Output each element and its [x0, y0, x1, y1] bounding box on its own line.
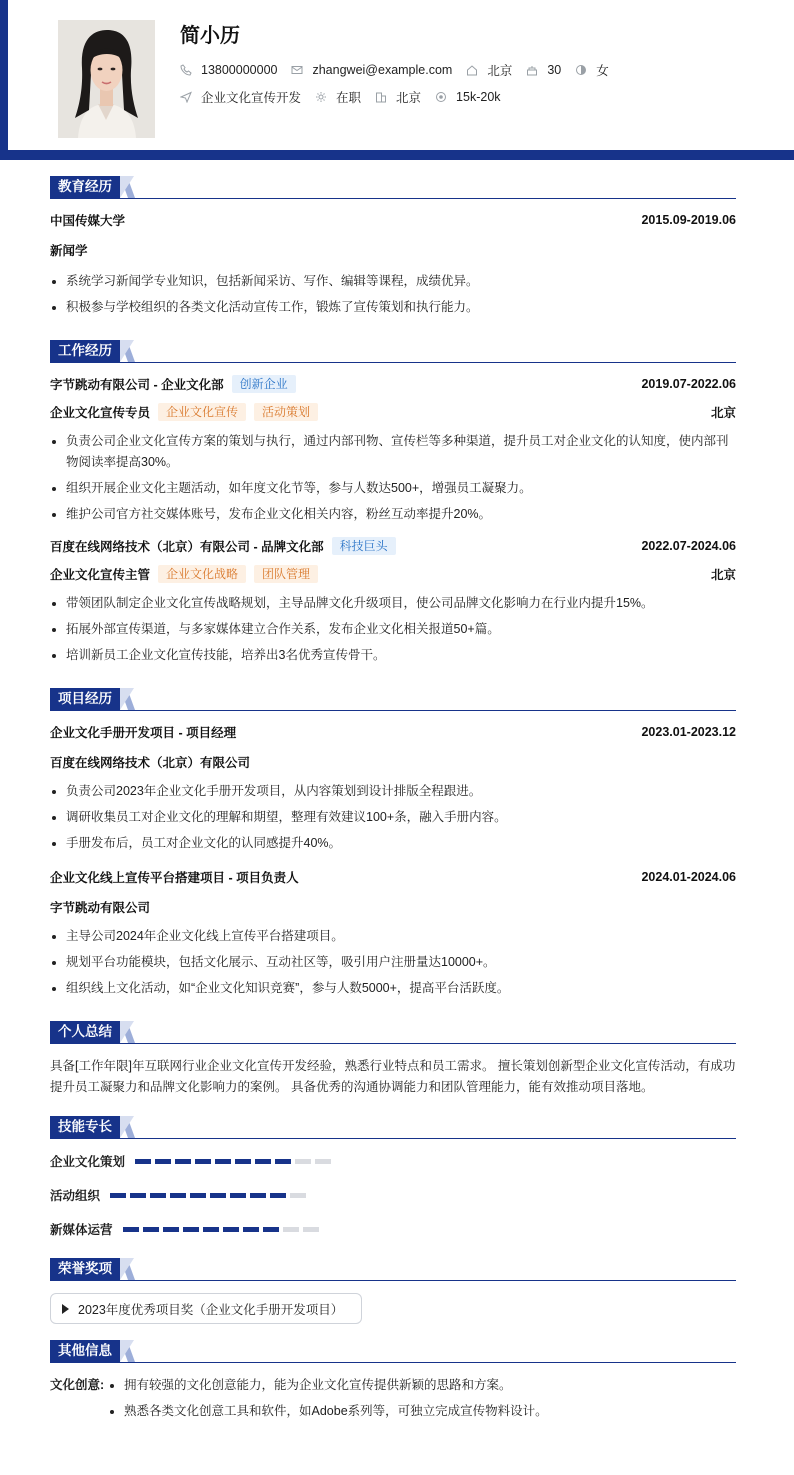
skills-title: 技能专长 — [50, 1116, 120, 1138]
intention-row — [180, 88, 515, 106]
skill-segment-filled — [143, 1227, 159, 1232]
skill-segment-filled — [215, 1159, 231, 1164]
email-item — [291, 63, 452, 77]
skills-section-header — [50, 1116, 736, 1139]
work-section-header — [50, 340, 736, 363]
coin-icon — [435, 91, 447, 103]
summary-title: 个人总结 — [50, 1021, 120, 1043]
project-date: 2024.01-2024.06 — [641, 870, 736, 884]
other-section-header — [50, 1340, 736, 1363]
school-name: 中国传媒大学 — [50, 214, 126, 228]
skill-segment-filled — [130, 1193, 146, 1198]
location-item — [466, 61, 512, 79]
candidate-name: 简小历 — [180, 25, 240, 47]
status-item — [315, 88, 361, 106]
list-item: 规划平台功能模块，包括文化展示、互动社区等，吸引用户注册量达10000+。 — [50, 952, 736, 973]
project-org: 百度在线网络技术（北京）有限公司 — [50, 756, 251, 770]
skill-segment-filled — [110, 1193, 126, 1198]
work-title: 工作经历 — [50, 340, 120, 362]
resume-content — [50, 176, 736, 1427]
building-icon — [375, 91, 387, 103]
education-date: 2015.09-2019.06 — [641, 213, 736, 227]
other-title: 其他信息 — [50, 1340, 120, 1362]
list-item: 系统学习新闻学专业知识，包括新闻采访、写作、编辑等课程，成绩优异。 — [50, 271, 736, 292]
company-tag: 创新企业 — [232, 375, 296, 393]
education-school-line — [50, 211, 736, 229]
project-name: 企业文化手册开发项目 - 项目经理 — [50, 726, 237, 740]
skill-item — [50, 1185, 399, 1205]
work-company-line — [50, 537, 736, 555]
gear-icon — [315, 91, 327, 103]
intention-text: 企业文化宣传开发 — [201, 91, 302, 105]
list-item: 手册发布后，员工对企业文化的认同感提升40%。 — [50, 833, 736, 854]
list-item: 维护公司官方社交媒体账号，发布企业文化相关内容，粉丝互动率提升20%。 — [50, 504, 736, 525]
portrait-image — [58, 20, 155, 138]
skill-level-bar — [110, 1193, 310, 1198]
project-bullets — [50, 781, 736, 854]
role-tag: 团队管理 — [254, 565, 318, 583]
skill-segment-filled — [163, 1227, 179, 1232]
role-tag: 企业文化战略 — [158, 565, 246, 583]
mail-icon — [291, 64, 303, 76]
project-org: 字节跳动有限公司 — [50, 901, 151, 915]
other-label: 文化创意: — [50, 1378, 105, 1392]
role-tag: 企业文化宣传 — [158, 403, 246, 421]
company-name: 字节跳动有限公司 - 企业文化部 — [50, 378, 224, 392]
contact-row — [180, 61, 623, 79]
intention-item — [180, 88, 301, 106]
salary-item — [435, 90, 500, 104]
skill-segment-filled — [195, 1159, 211, 1164]
project-title-line — [50, 868, 736, 886]
skill-segment-empty — [290, 1193, 306, 1198]
skill-segment-filled — [155, 1159, 171, 1164]
list-item: 积极参与学校组织的各类文化活动宣传工作，锻炼了宣传策划和执行能力。 — [50, 297, 736, 318]
play-triangle-icon — [62, 1304, 69, 1314]
skill-segment-filled — [255, 1159, 271, 1164]
skill-level-bar — [135, 1159, 335, 1164]
list-item: 负责公司2023年企业文化手册开发项目，从内容策划到设计排版全程跟进。 — [50, 781, 736, 802]
work-date: 2022.07-2024.06 — [641, 539, 736, 553]
skill-name: 企业文化策划 — [50, 1155, 126, 1169]
skill-segment-filled — [183, 1227, 199, 1232]
awards-section-header — [50, 1258, 736, 1281]
company-tag: 科技巨头 — [332, 537, 396, 555]
skill-segment-filled — [175, 1159, 191, 1164]
education-bullets — [50, 271, 736, 318]
award-item[interactable] — [50, 1293, 362, 1324]
age-text: 30 — [547, 63, 562, 77]
city-text: 北京 — [396, 91, 422, 105]
skill-segment-filled — [223, 1227, 239, 1232]
skill-name: 活动组织 — [50, 1189, 101, 1203]
list-item: 拓展外部宣传渠道，与多家媒体建立合作关系，发布企业文化相关报道50+篇。 — [50, 619, 736, 640]
list-item: 组织线上文化活动，如“企业文化知识竞赛”，参与人数5000+，提高平台活跃度。 — [50, 978, 736, 999]
skills-list — [50, 1151, 736, 1253]
skill-segment-filled — [243, 1227, 259, 1232]
project-title: 项目经历 — [50, 688, 120, 710]
status-text: 在职 — [336, 91, 362, 105]
home-icon — [466, 64, 478, 76]
skill-segment-filled — [275, 1159, 291, 1164]
location-text: 北京 — [487, 64, 513, 78]
major-name: 新闻学 — [50, 244, 88, 258]
gender-icon — [575, 64, 587, 76]
list-item: 熟悉各类文化创意工具和软件，如Adobe系列等，可独立完成宣传物料设计。 — [108, 1401, 548, 1422]
list-item: 培训新员工企业文化宣传技能，培养出3名优秀宣传骨干。 — [50, 645, 736, 666]
skill-segment-filled — [170, 1193, 186, 1198]
work-bullets — [50, 431, 736, 525]
project-org-line — [50, 753, 736, 771]
skill-segment-filled — [250, 1193, 266, 1198]
project-name: 企业文化线上宣传平台搭建项目 - 项目负责人 — [50, 871, 299, 885]
project-org-line — [50, 898, 736, 916]
list-item: 拥有较强的文化创意能力，能为企业文化宣传提供新颖的思路和方案。 — [108, 1375, 548, 1396]
phone-text: 13800000000 — [201, 63, 278, 77]
skill-segment-filled — [230, 1193, 246, 1198]
skill-item — [50, 1219, 399, 1239]
summary-text: 具备[工作年限]年互联网行业企业文化宣传开发经验，熟悉行业特点和员工需求。 擅长策划创新型企业文化宣传活动，有成功提升员工凝聚力和品牌文化影响力的案例。 具备优秀的沟通协调能力和团队管理能力，能有效推动项目落地。 — [50, 1059, 736, 1094]
role-name: 企业文化宣传主管 — [50, 568, 151, 582]
work-bullets — [50, 593, 736, 666]
skill-segment-empty — [303, 1227, 319, 1232]
email-text: zhangwei@example.com — [312, 63, 453, 77]
list-item: 组织开展企业文化主题活动，如年度文化节等，参与人数达500+，增强员工凝聚力。 — [50, 478, 736, 499]
project-section-header — [50, 688, 736, 711]
work-company-line — [50, 375, 736, 393]
awards-title: 荣誉奖项 — [50, 1258, 120, 1280]
education-major-line — [50, 241, 736, 259]
project-title-line — [50, 723, 736, 741]
skill-segment-filled — [210, 1193, 226, 1198]
other-bullets — [108, 1375, 548, 1427]
skill-segment-filled — [270, 1193, 286, 1198]
list-item: 调研收集员工对企业文化的理解和期望，整理有效建议100+条，融入手册内容。 — [50, 807, 736, 828]
company-name: 百度在线网络技术（北京）有限公司 - 品牌文化部 — [50, 540, 324, 554]
gender-text: 女 — [596, 64, 609, 78]
work-city: 北京 — [710, 406, 736, 420]
salary-text: 15k-20k — [456, 90, 501, 104]
skill-segment-filled — [123, 1227, 139, 1232]
work-role-line — [50, 403, 736, 421]
phone-item — [180, 63, 277, 77]
project-date: 2023.01-2023.12 — [641, 725, 736, 739]
skill-segment-filled — [235, 1159, 251, 1164]
skill-segment-empty — [283, 1227, 299, 1232]
skill-name: 新媒体运营 — [50, 1223, 113, 1237]
project-bullets — [50, 926, 736, 999]
skill-segment-filled — [135, 1159, 151, 1164]
education-title: 教育经历 — [50, 176, 120, 198]
skill-segment-filled — [150, 1193, 166, 1198]
summary-section-header — [50, 1021, 736, 1044]
send-icon — [180, 91, 192, 103]
gender-item — [575, 61, 609, 79]
education-section-header — [50, 176, 736, 199]
skill-level-bar — [123, 1227, 323, 1232]
work-date: 2019.07-2022.06 — [641, 377, 736, 391]
skill-item — [50, 1151, 399, 1171]
skill-segment-filled — [263, 1227, 279, 1232]
role-name: 企业文化宣传专员 — [50, 406, 151, 420]
skill-segment-filled — [203, 1227, 219, 1232]
skill-segment-empty — [315, 1159, 331, 1164]
phone-icon — [180, 64, 192, 76]
skill-segment-filled — [190, 1193, 206, 1198]
profile-photo — [58, 20, 155, 138]
role-tag: 活动策划 — [254, 403, 318, 421]
list-item: 主导公司2024年企业文化线上宣传平台搭建项目。 — [50, 926, 736, 947]
city-item — [375, 88, 421, 106]
list-item: 负责公司企业文化宣传方案的策划与执行，通过内部刊物、宣传栏等多种渠道，提升员工对企业文化的认知度，使内部刊物阅读率提高30%。 — [50, 431, 736, 473]
skill-segment-empty — [295, 1159, 311, 1164]
work-city: 北京 — [710, 568, 736, 582]
cake-icon — [526, 64, 538, 76]
awards-list — [50, 1293, 736, 1324]
list-item: 带领团队制定企业文化宣传战略规划，主导品牌文化升级项目，使公司品牌文化影响力在行业内提升15%。 — [50, 593, 736, 614]
work-role-line — [50, 565, 736, 583]
award-text: 2023年度优秀项目奖（企业文化手册开发项目） — [78, 1302, 344, 1317]
other-info — [50, 1375, 736, 1427]
age-item — [526, 63, 561, 77]
